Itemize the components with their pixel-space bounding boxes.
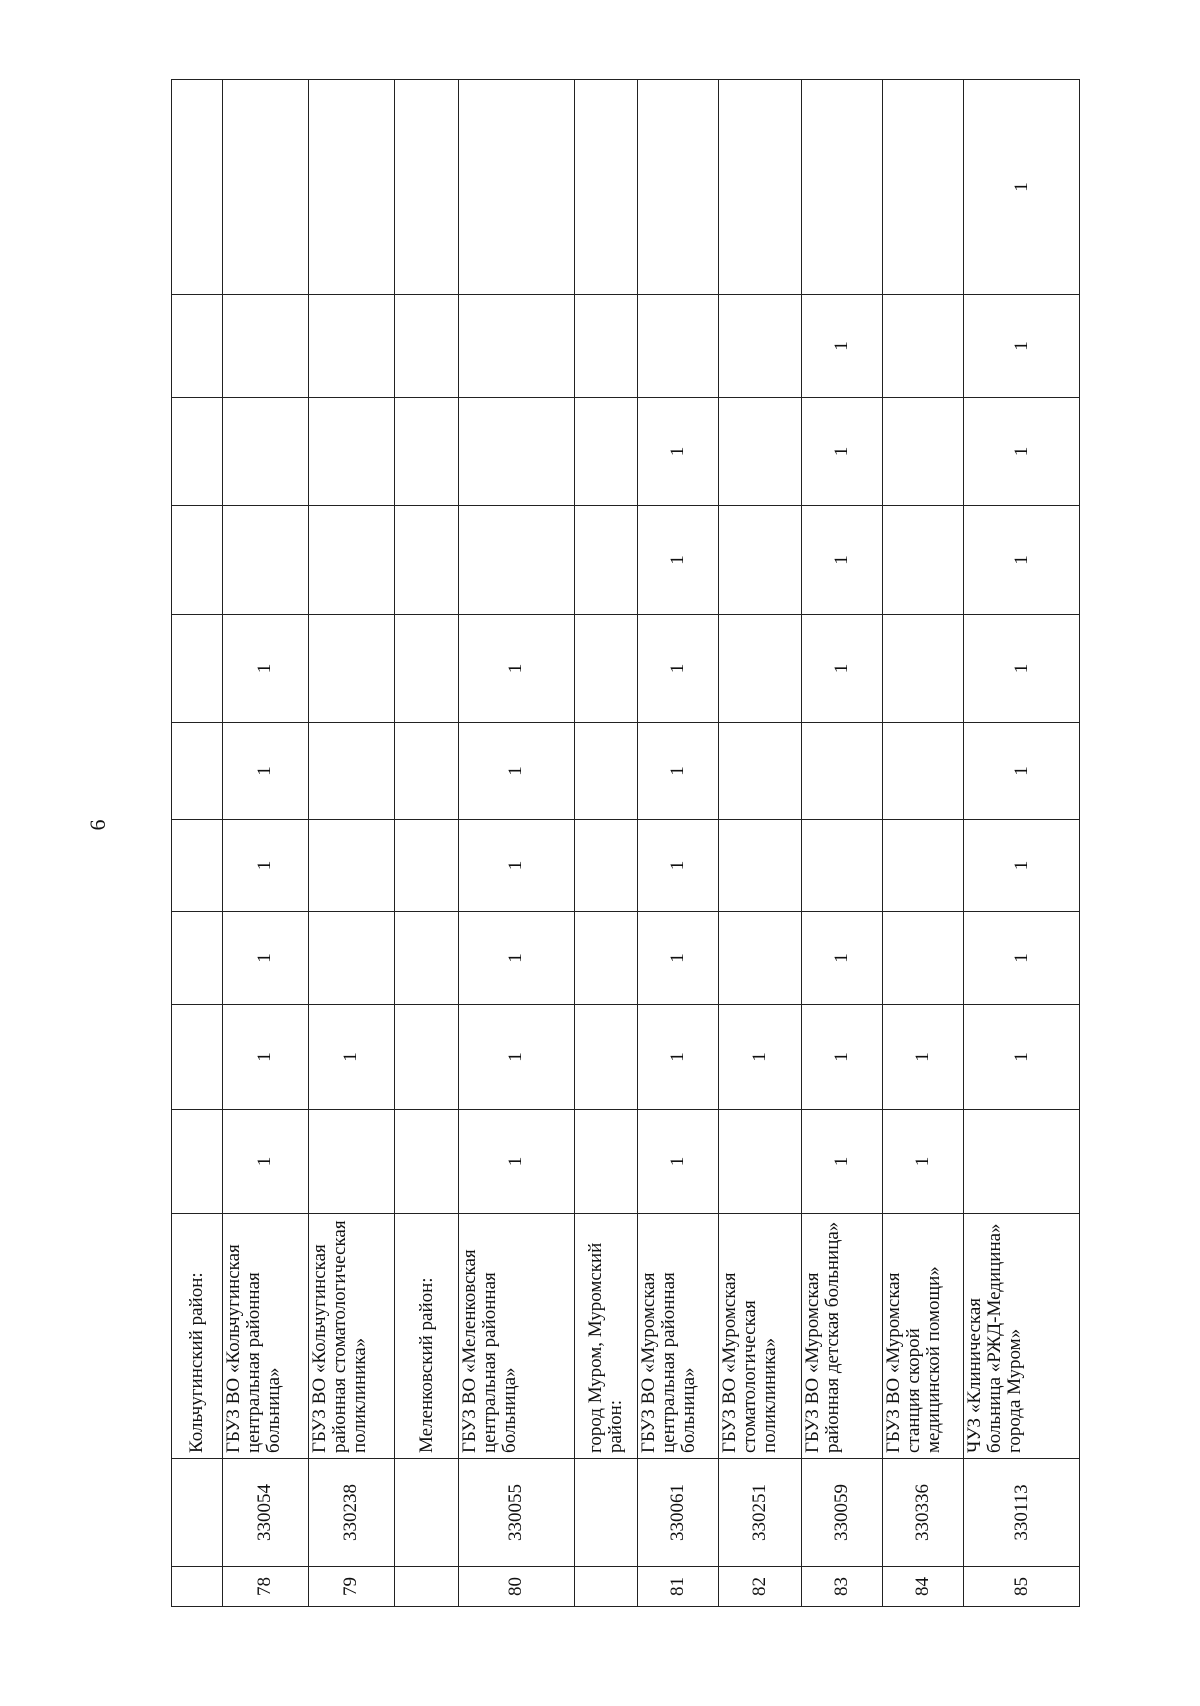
mark-cell [172, 1005, 223, 1110]
mark-cell [718, 506, 801, 615]
table-body [172, 80, 1080, 1607]
mark-cell [223, 506, 308, 615]
mark-cell [574, 1005, 637, 1110]
district-row [574, 80, 637, 1607]
mark-cell: 1 [801, 1110, 883, 1214]
mark-cell: 1 [801, 295, 883, 398]
row-number-cell: 84 [883, 1567, 964, 1607]
mark-cell: 1 [638, 506, 719, 615]
mark-cell [395, 820, 458, 912]
mark-cell: 1 [638, 1110, 719, 1214]
table-row [718, 80, 801, 1607]
org-code-cell: 330054 [223, 1459, 308, 1567]
district-row [172, 80, 223, 1607]
mark-cell [172, 506, 223, 615]
mark-cell: 1 [458, 912, 574, 1005]
district-row [395, 80, 458, 1607]
mark-cell [308, 1110, 395, 1214]
mark-cell: 1 [964, 1005, 1080, 1110]
mark-cell: 1 [638, 912, 719, 1005]
mark-cell [172, 398, 223, 506]
org-code-cell: 330238 [308, 1459, 395, 1567]
row-number-cell [574, 1567, 637, 1607]
mark-cell [718, 912, 801, 1005]
mark-cell [883, 820, 964, 912]
mark-cell [308, 295, 395, 398]
mark-cell [718, 295, 801, 398]
mark-cell: 1 [964, 398, 1080, 506]
data-table [171, 79, 1080, 1607]
org-name-cell: ЧУЗ «Клиническая больница «РЖД-Медицина» города Муром» [964, 1214, 1080, 1459]
mark-cell [718, 80, 801, 295]
org-code-cell [395, 1459, 458, 1567]
row-number-cell [172, 1567, 223, 1607]
row-number-cell: 83 [801, 1567, 883, 1607]
mark-cell [718, 1110, 801, 1214]
mark-cell: 1 [718, 1005, 801, 1110]
mark-cell [883, 506, 964, 615]
mark-cell: 1 [801, 398, 883, 506]
table-row [883, 80, 964, 1607]
mark-cell [308, 398, 395, 506]
mark-cell [308, 80, 395, 295]
org-code-cell [574, 1459, 637, 1567]
org-code-cell: 330055 [458, 1459, 574, 1567]
mark-cell: 1 [964, 80, 1080, 295]
row-number-cell [395, 1567, 458, 1607]
mark-cell: 1 [458, 820, 574, 912]
mark-cell [172, 912, 223, 1005]
mark-cell: 1 [223, 1110, 308, 1214]
table-row [458, 80, 574, 1607]
row-number-cell: 81 [638, 1567, 719, 1607]
mark-cell [801, 820, 883, 912]
mark-cell [718, 615, 801, 723]
mark-cell [574, 398, 637, 506]
org-code-cell: 330113 [964, 1459, 1080, 1567]
mark-cell: 1 [638, 615, 719, 723]
mark-cell: 1 [964, 615, 1080, 723]
mark-cell: 1 [801, 1005, 883, 1110]
mark-cell [172, 1110, 223, 1214]
mark-cell: 1 [638, 723, 719, 820]
mark-cell [308, 912, 395, 1005]
mark-cell: 1 [964, 506, 1080, 615]
mark-cell [574, 912, 637, 1005]
mark-cell [883, 80, 964, 295]
district-name-cell: Меленковский район: [395, 1214, 458, 1459]
mark-cell [395, 398, 458, 506]
table-row [964, 80, 1080, 1607]
row-number-cell: 79 [308, 1567, 395, 1607]
mark-cell: 1 [223, 615, 308, 723]
mark-cell [801, 723, 883, 820]
mark-cell [395, 80, 458, 295]
mark-cell [638, 80, 719, 295]
mark-cell: 1 [223, 820, 308, 912]
mark-cell: 1 [458, 615, 574, 723]
mark-cell [638, 295, 719, 398]
mark-cell [172, 723, 223, 820]
mark-cell: 1 [883, 1110, 964, 1214]
mark-cell [308, 723, 395, 820]
mark-cell: 1 [801, 615, 883, 723]
mark-cell [574, 615, 637, 723]
mark-cell: 1 [223, 912, 308, 1005]
row-number-cell: 82 [718, 1567, 801, 1607]
mark-cell: 1 [964, 295, 1080, 398]
mark-cell: 1 [964, 912, 1080, 1005]
org-name-cell: ГБУЗ ВО «Кольчугинская районная стоматологическая поликлиника» [308, 1214, 395, 1459]
mark-cell [395, 615, 458, 723]
mark-cell [718, 820, 801, 912]
mark-cell [395, 506, 458, 615]
mark-cell: 1 [638, 820, 719, 912]
org-code-cell [172, 1459, 223, 1567]
mark-cell [458, 506, 574, 615]
mark-cell: 1 [638, 1005, 719, 1110]
table-row [801, 80, 883, 1607]
mark-cell [172, 80, 223, 295]
mark-cell [883, 723, 964, 820]
org-name-cell: ГБУЗ ВО «Муромская стоматологическая поликлиника» [718, 1214, 801, 1459]
org-name-cell: ГБУЗ ВО «Муромская районная детская больница» [801, 1214, 883, 1459]
org-code-cell: 330336 [883, 1459, 964, 1567]
mark-cell: 1 [458, 1110, 574, 1214]
org-name-cell: ГБУЗ ВО «Меленковская центральная районная больница» [458, 1214, 574, 1459]
mark-cell [718, 723, 801, 820]
mark-cell [172, 295, 223, 398]
mark-cell [883, 398, 964, 506]
mark-cell: 1 [883, 1005, 964, 1110]
org-code-cell: 330061 [638, 1459, 719, 1567]
mark-cell [395, 1005, 458, 1110]
org-code-cell: 330251 [718, 1459, 801, 1567]
mark-cell: 1 [638, 398, 719, 506]
mark-cell: 1 [801, 912, 883, 1005]
mark-cell: 1 [964, 820, 1080, 912]
mark-cell [574, 506, 637, 615]
row-number-cell: 80 [458, 1567, 574, 1607]
mark-cell [574, 723, 637, 820]
org-name-cell: ГБУЗ ВО «Муромская станция скорой медицинской помощи» [883, 1214, 964, 1459]
mark-cell: 1 [964, 723, 1080, 820]
mark-cell: 1 [223, 723, 308, 820]
table-row [223, 80, 308, 1607]
row-number-cell: 78 [223, 1567, 308, 1607]
org-name-cell: ГБУЗ ВО «Кольчугинская центральная районная больница» [223, 1214, 308, 1459]
mark-cell [395, 723, 458, 820]
org-code-cell: 330059 [801, 1459, 883, 1567]
landscape-table [171, 80, 1080, 1607]
mark-cell [308, 615, 395, 723]
org-name-cell: ГБУЗ ВО «Муромская центральная районная больница» [638, 1214, 719, 1459]
mark-cell [883, 615, 964, 723]
mark-cell: 1 [801, 506, 883, 615]
row-number-cell: 85 [964, 1567, 1080, 1607]
district-name-cell: Кольчугинский район: [172, 1214, 223, 1459]
mark-cell: 1 [458, 723, 574, 820]
mark-cell [458, 80, 574, 295]
mark-cell [801, 80, 883, 295]
mark-cell [308, 506, 395, 615]
mark-cell [172, 615, 223, 723]
mark-cell [574, 820, 637, 912]
mark-cell [223, 80, 308, 295]
mark-cell [458, 295, 574, 398]
mark-cell [223, 295, 308, 398]
mark-cell [574, 1110, 637, 1214]
mark-cell [172, 820, 223, 912]
mark-cell [308, 820, 395, 912]
mark-cell: 1 [458, 1005, 574, 1110]
table-row [308, 80, 395, 1607]
mark-cell [718, 398, 801, 506]
mark-cell [883, 912, 964, 1005]
mark-cell [883, 295, 964, 398]
mark-cell [964, 1110, 1080, 1214]
mark-cell [458, 398, 574, 506]
mark-cell [395, 295, 458, 398]
mark-cell [574, 80, 637, 295]
mark-cell [223, 398, 308, 506]
mark-cell: 1 [308, 1005, 395, 1110]
mark-cell [574, 295, 637, 398]
mark-cell [395, 912, 458, 1005]
district-name-cell: город Муром, Муромский район: [574, 1214, 637, 1459]
table-row [638, 80, 719, 1607]
mark-cell: 1 [223, 1005, 308, 1110]
mark-cell [395, 1110, 458, 1214]
page-number: 6 [85, 819, 110, 831]
